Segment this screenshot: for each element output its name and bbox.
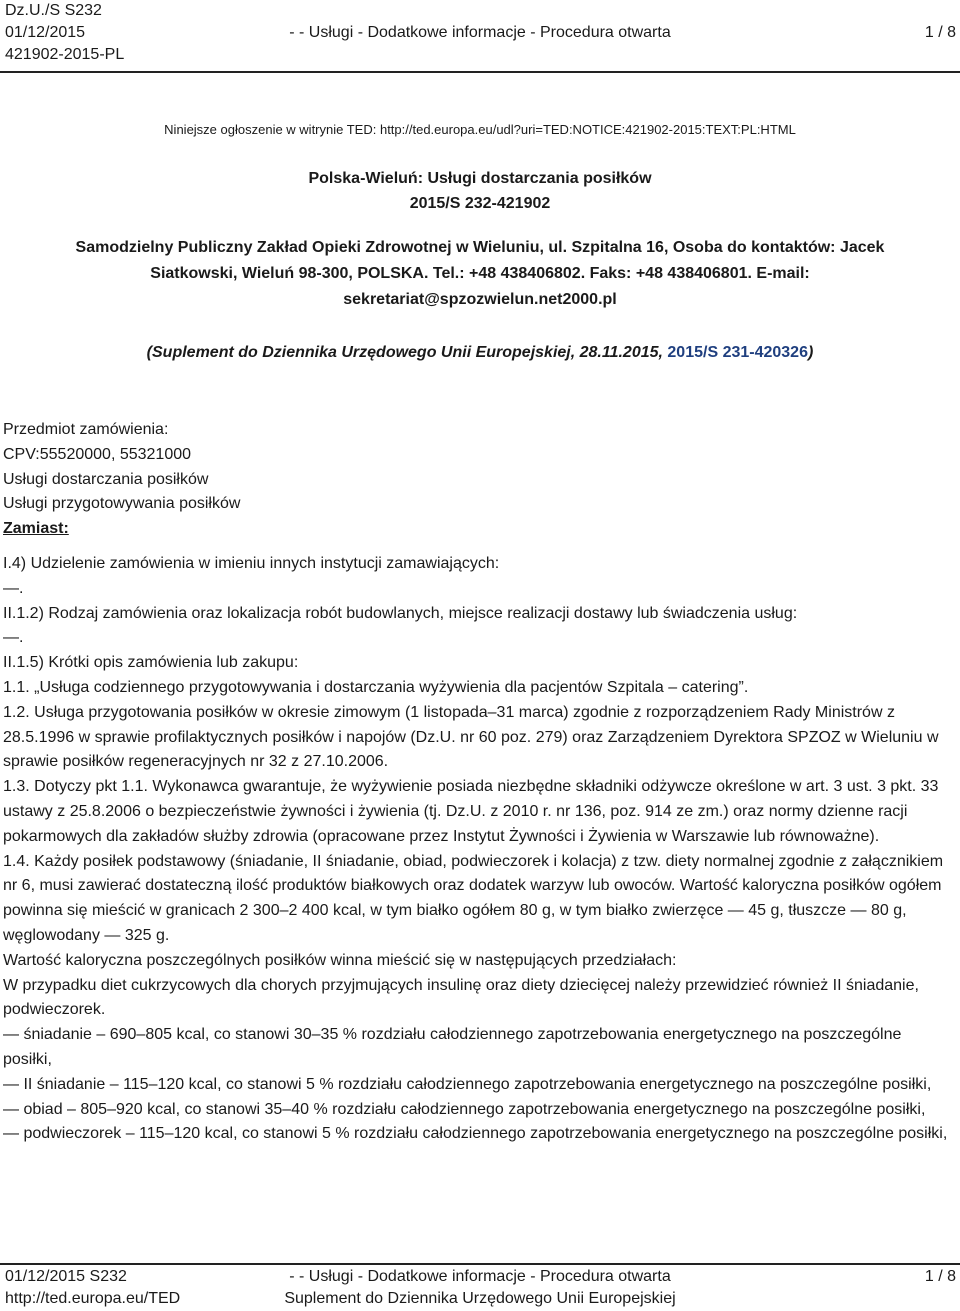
body-paragraph: 1.1. „Usługa codziennego przygotowywania i dostarczania wyżywienia dla pacjentów Szpitala – catering”. <box>3 678 749 696</box>
body-paragraph: 1.4. Każdy posiłek podstawowy (śniadanie, II śniadanie, obiad, podwieczorek i kolacja) z tzw. diety normalnej zgodnie z załącznikiem nr 6, musi zawierać dostateczną ilość produktów białkowych oraz dodatek warzyw lub owoców. Wartość kaloryczna posiłków ogółem powinna się mieścić w granicach 2 300–2 400 kcal, w tym białko ogółem 80 g, w tym białko zwierzęce — 45 g, tłuszcze — 80 g, węglowodany — 325 g. <box>3 852 944 944</box>
header-date: 01/12/2015 <box>5 24 86 41</box>
notice-number: 2015/S 232-421902 <box>409 195 551 212</box>
journal-ref: Dz.U./S S232 <box>5 2 102 19</box>
footer-source: Suplement do Dziennika Urzędowego Unii Europejskiej <box>284 1290 676 1307</box>
body-paragraph: W przypadku diet cukrzycowych dla chorych przyjmujących insulinę oraz diety dziecięcej należy przewidzieć również II śniadanie, podwieczorek. <box>3 976 919 1019</box>
body-paragraph: — obiad – 805–920 kcal, co stanowi 35–40 % rozdziału całodziennego zapotrzebowania energetycznego na poszczególne posiłki, <box>3 1100 926 1118</box>
supplement-prefix: (Suplement do Dziennika Urzędowego Unii Europejskiej, 28.11.2015, <box>146 344 668 361</box>
header-page-number: 1 / 8 <box>924 24 956 41</box>
body-paragraph: — śniadanie – 690–805 kcal, co stanowi 30–35 % rozdziału całodziennego zapotrzebowania energetycznego na poszczególne posiłki, <box>3 1026 902 1068</box>
notice-id: 421902-2015-PL <box>5 46 125 63</box>
cpv-codes: CPV:55520000, 55321000 <box>3 445 192 463</box>
instead-label: Zamiast: <box>3 520 69 538</box>
body-paragraph: II.1.5) Krótki opis zamówienia lub zakupu: <box>3 654 299 672</box>
footer-url[interactable]: http://ted.europa.eu/TED <box>5 1290 181 1307</box>
spacer <box>3 542 952 552</box>
footer-title: - - Usługi - Dodatkowe informacje - Procedura otwarta <box>289 1268 671 1285</box>
page-header <box>0 0 960 72</box>
body-paragraph: Wartość kaloryczna poszczególnych posiłków winna mieścić się w następujących przedziałach: <box>3 951 677 969</box>
body-paragraph: II.1.2) Rodzaj zamówienia oraz lokalizacja robót budowlanych, miejsce realizacji dostawy lub świadczenia usług: <box>3 604 798 622</box>
ted-notice-link[interactable]: Niniejsze ogłoszenie w witrynie TED: http://ted.europa.eu/udl?uri=TED:NOTICE:421902-2015:TEXT:PL:HTML <box>164 122 796 137</box>
body-paragraph: — podwieczorek – 115–120 kcal, co stanowi 5 % rozdziału całodziennego zapotrzebowania energetycznego na poszczególne posiłki, <box>3 1125 948 1143</box>
footer-divider <box>0 1263 960 1265</box>
notice-title-line: Polska-Wieluń: Usługi dostarczania posiłków <box>308 170 652 187</box>
subject-item: Usługi dostarczania posiłków <box>3 470 209 488</box>
footer-date: 01/12/2015 S232 <box>5 1268 127 1285</box>
page-footer <box>0 1266 960 1311</box>
notice-title <box>0 166 960 216</box>
body-paragraph: —. <box>3 579 24 597</box>
body-paragraph: 1.3. Dotyczy pkt 1.1. Wykonawca gwarantuje, że wyżywienie posiada niezbędne składniki odżywcze określone w art. 3 ust. 3 pkt. 33 ustawy z 25.8.2006 o bezpieczeństwie żywności i żywienia (tj. Dz.U. z 2010 r. nr 136, poz. 914 ze zm.) oraz normy dzienne racji pokarmowych dla zakładów służby zdrowia (opracowane przez Instytut Żywności i Żywienia w Warszawie lub równoważne). <box>3 778 939 845</box>
header-divider <box>0 71 960 73</box>
body-paragraph: —. <box>3 629 24 647</box>
contracting-authority: Samodzielny Publiczny Zakład Opieki Zdrowotnej w Wieluniu, ul. Szpitalna 16, Osoba do kontaktów: Jacek Siatkowski, Wieluń 98-300, POLSKA. Tel.: +48 438406802. Faks: +48 438406801. E-mail: sekretariat@spzozwielun.net2000.pl <box>75 239 885 308</box>
body-paragraph: — II śniadanie – 115–120 kcal, co stanowi 5 % rozdziału całodziennego zapotrzebowania energetycznego na poszczególne posiłki, <box>3 1075 932 1093</box>
footer-page-number: 1 / 8 <box>924 1268 956 1285</box>
supplement-reference <box>0 342 960 364</box>
body-paragraph: I.4) Udzielenie zamówienia w imieniu innych instytucji zamawiających: <box>3 554 500 572</box>
notice-body <box>3 418 952 1147</box>
original-notice-link[interactable]: 2015/S 231-420326 <box>667 344 808 361</box>
subject-label: Przedmiot zamówienia: <box>3 421 169 438</box>
subject-item: Usługi przygotowywania posiłków <box>3 495 241 513</box>
header-title: - - Usługi - Dodatkowe informacje - Procedura otwarta <box>289 24 671 41</box>
supplement-suffix: ) <box>807 344 814 361</box>
body-paragraph: 1.2. Usługa przygotowania posiłków w okresie zimowym (1 listopada–31 marca) zgodnie z rozporządzeniem Rady Ministrów z 28.5.1996 w sprawie profilaktycznych posiłków i napojów (Dz.U. nr 60 poz. 279) oraz Zarządzeniem Dyrektora SPZOZ w Wieluniu w sprawie posiłków regeneracyjnych nr 32 z 27.10.2006. <box>3 703 939 771</box>
